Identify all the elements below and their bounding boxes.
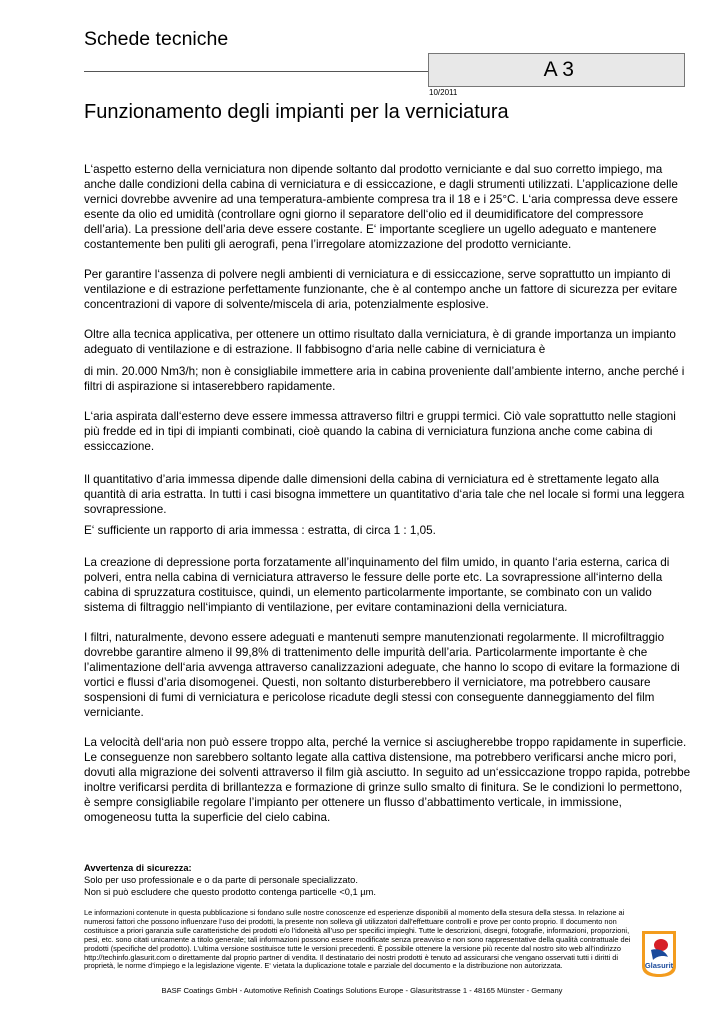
- paragraph: La creazione di depressione porta forzatamente all’inquinamento del film umido, in quanto l‘aria esterna, carica di polveri, entra nella cabina di verniciatura attraverso le fessure delle porte etc. La sovrapressione all‘interno della cabina di spruzzatura costituisce, quindi, un elemento particolarmente importante, se combinato con un valido sistema di filtraggio nell‘impianto di ventilazione, per evitare contaminazioni della verniciatura.: [84, 556, 670, 614]
- paragraph: Per garantire l‘assenza di polvere negli ambienti di verniciatura e di essiccazione, serve soprattutto un impianto di ventilazione e di estrazione perfettamente funzionante, che è al contempo anche un fattore di sicurezza per evitare concentrazioni di vapore di solvente/miscela di aria, potenzialmente esplosive.: [84, 268, 678, 311]
- page-title: Funzionamento degli impianti per la verniciatura: [84, 101, 509, 123]
- safety-warning-title: Avvertenza di sicurezza:: [84, 863, 192, 873]
- safety-warning-line: Non si può escludere che questo prodotto contenga particelle <0,1 µm.: [84, 887, 376, 897]
- safety-warning: [84, 862, 376, 898]
- paragraph: E‘ sufficiente un rapporto di aria immessa : estratta, di circa 1 : 1,05.: [84, 524, 436, 537]
- paragraph: L‘aspetto esterno della verniciatura non dipende soltanto dal prodotto verniciante e dal suo corretto impiego, ma anche dalle condizioni della cabina di verniciatura e di essiccazione, e dagli strumenti utilizzati. L’applicazione delle vernici dovrebbe avvenire ad una temperatura-ambiente compresa tra il 18 e i 25°C. L‘aria compressa deve essere esente da olio ed umidità (controllare ogni giorno il separatore dell‘olio ed il deumidificatore del compressore dell’aria). La pressione dell’aria deve essere costante. E‘ importante scegliere un ugello adeguato e mantenere costantemente ben puliti gli aerografi, pena l’irregolare atomizzazione del prodotto verniciante.: [84, 163, 678, 251]
- safety-warning-line: Solo per uso professionale e o da parte di personale specializzato.: [84, 875, 358, 885]
- document-date: 10/2011: [429, 88, 458, 97]
- footer-address: BASF Coatings GmbH - Automotive Refinish Coatings Solutions Europe - Glasuritstrasse 1 - 48165 Münster - Germany: [161, 986, 563, 995]
- paragraph: Oltre alla tecnica applicativa, per ottenere un ottimo risultato dalla verniciatura, è di grande importanza un impianto adeguato di ventilazione e di estrazione. Il fabbisogno d‘aria nelle cabine di verniciatura è: [84, 328, 676, 356]
- body-text: [84, 162, 692, 825]
- header-divider: [84, 71, 428, 72]
- paragraph: I filtri, naturalmente, devono essere adeguati e mantenuti sempre manutenzionati regolarmente. Il microfiltraggio dovrebbe garantire almeno il 99,8% di trattenimento delle impurità dell’aria. Particolarmente importante è che l’alimentazione dell‘aria avvenga attraverso canalizzazioni adeguate, che hanno lo scopo di evitare la formazione di vortici e flussi d’aria disomogenei. Questi, non soltanto disturberebbero il verniciatore, ma potrebbero causare sospensioni di fumi di verniciatura e pericolose ricadute degli stessi con conseguente danneggiamento del film verniciante.: [84, 631, 680, 719]
- logo-wordmark: Glasurit: [644, 961, 674, 970]
- header-title: Schede tecniche: [84, 28, 229, 50]
- paragraph: La velocità dell‘aria non può essere troppo alta, perché la vernice si asciugherebbe troppo rapidamente in superficie. Le conseguenze non sarebbero soltanto legate alla cattiva distensione, ma potrebbero verificarsi anche micro pori, dovuti alla migrazione dei solventi attraverso il film già asciutto. In seguito ad un‘essiccazione troppo rapida, potrebbe inoltre verificarsi perdita di brillantezza e formazione di grinze sullo smalto di finitura. Se le condizioni lo permettono, è sempre consigliabile regolare l’impianto per ottenere un flusso d’abbattimento verticale, in immissione, omogeneosu tutta la superficie del cielo cabina.: [84, 736, 691, 824]
- document-code-box: [428, 53, 685, 87]
- paragraph: Il quantitativo d’aria immessa dipende dalle dimensioni della cabina di verniciatura ed è strettamente legato alla quantità di aria estratta. In tutti i casi bisogna immettere un quantitativo d‘aria tale che nel locale si formi una leggera sovrapressione.: [84, 473, 685, 516]
- document-code: A 3: [543, 58, 574, 81]
- disclaimer: Le informazioni contenute in questa pubblicazione si fondano sulle nostre conoscenze ed esperienze disponibili al momento della stesura della stessa. In relazione ai numerosi fattori che possono influenzare l’uso dei prodotti, la presente non solleva gli utilizzatori dall’effettuare controlli e prove per conto proprio. Il documento non costituisce a priori garanzia sulle caratteristiche dei prodotti e/o l’idoneità all’uso per specifici impieghi. Tutte le descrizioni, disegni, fotografie, informazioni, proporzioni, pesi, etc. sono citati unicamente a titolo generale; tali informazioni possono essere modificate senza preavviso e non sono rappresentative della qualità contrattuale dei prodotti (specifiche del prodotto). L’ultima versione sostituisce tutte le versioni precedenti. È possibile ottenere la versione più recente dal nostro sito web all’indirizzo http://techinfo.glasurit.com o direttamente dal proprio partner di vendita. Il destinatario dei nostri prodotti è tenuto ad assicurarsi che vengano osservati tutti i diritti di proprietà, le norme d’impiego e la legislazione vigente. E‘ vietata la duplicazione totale e parziale del documento e la distribuzione non autorizzata.: [84, 908, 631, 971]
- glasurit-logo: [641, 930, 677, 978]
- paragraph: L‘aria aspirata dall‘esterno deve essere immessa attraverso filtri e gruppi termici. Ciò vale soprattutto nelle stagioni più fredde ed in tipi di impianti combinati, cioè quando la cabina di verniciatura funziona anche come cabina di essiccazione.: [84, 410, 676, 453]
- paragraph: di min. 20.000 Nm3/h; non è consigliabile immettere aria in cabina proveniente dall’ambiente interno, anche perché i filtri di aspirazione si intaserebbero rapidamente.: [84, 365, 685, 393]
